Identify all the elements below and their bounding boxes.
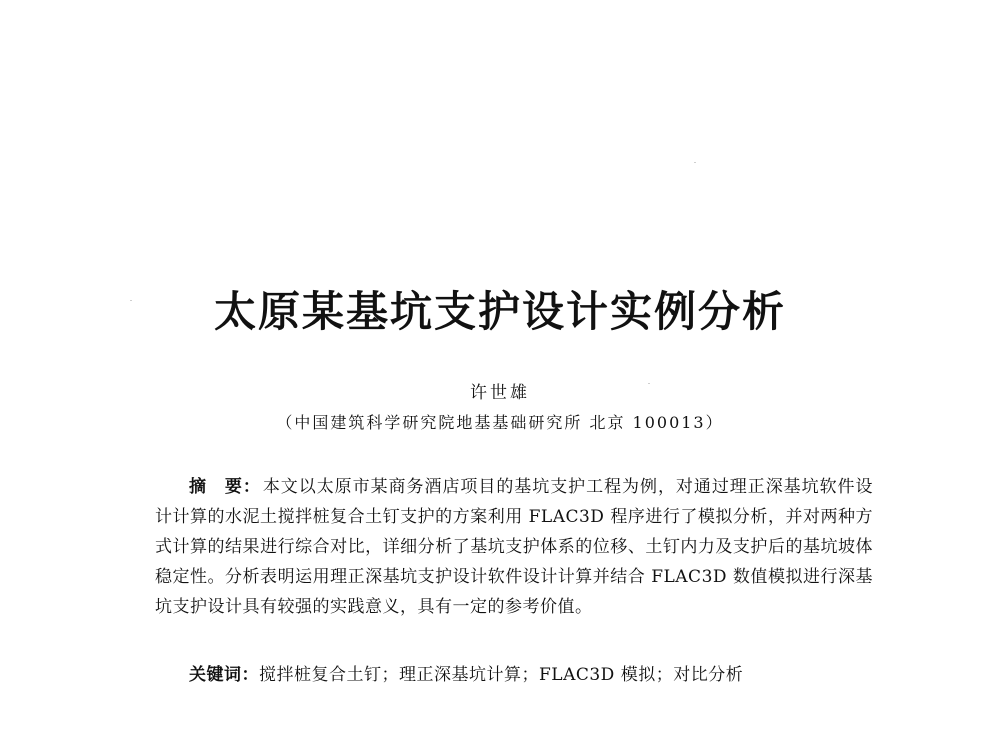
abstract-section [155, 472, 873, 622]
abstract-label: 摘 要： [189, 477, 261, 497]
paper-title: 太原某基坑支护设计实例分析 [213, 287, 786, 336]
abstract-text: 本文以太原市某商务酒店项目的基坑支护工程为例，对通过理正深基坑软件设计计算的水泥土搅拌桩复合土钉支护的方案利用 FLAC3D 程序进行了模拟分析，并对两种方式计算的结果进行综合对比，详细分析了基坑支护体系的位移、土钉内力及支护后的基坑坡体稳定性。分析表明运用理正深基坑支护设计软件设计计算并结合 FLAC3D 数值模拟进行深基坑支护设计具有较强的实践意义，具有一定的参考价值。 [155, 477, 874, 617]
keywords-section [189, 660, 873, 690]
keywords-text: 搅拌桩复合土钉；理正深基坑计算；FLAC3D 模拟；对比分析 [259, 665, 744, 685]
keywords-label: 关键词： [189, 665, 259, 685]
scan-speck [694, 162, 696, 163]
author-affiliation: （中国建筑科学研究院地基基础研究所 北京 100013） [276, 413, 724, 432]
author-name: 许世雄 [470, 383, 530, 403]
